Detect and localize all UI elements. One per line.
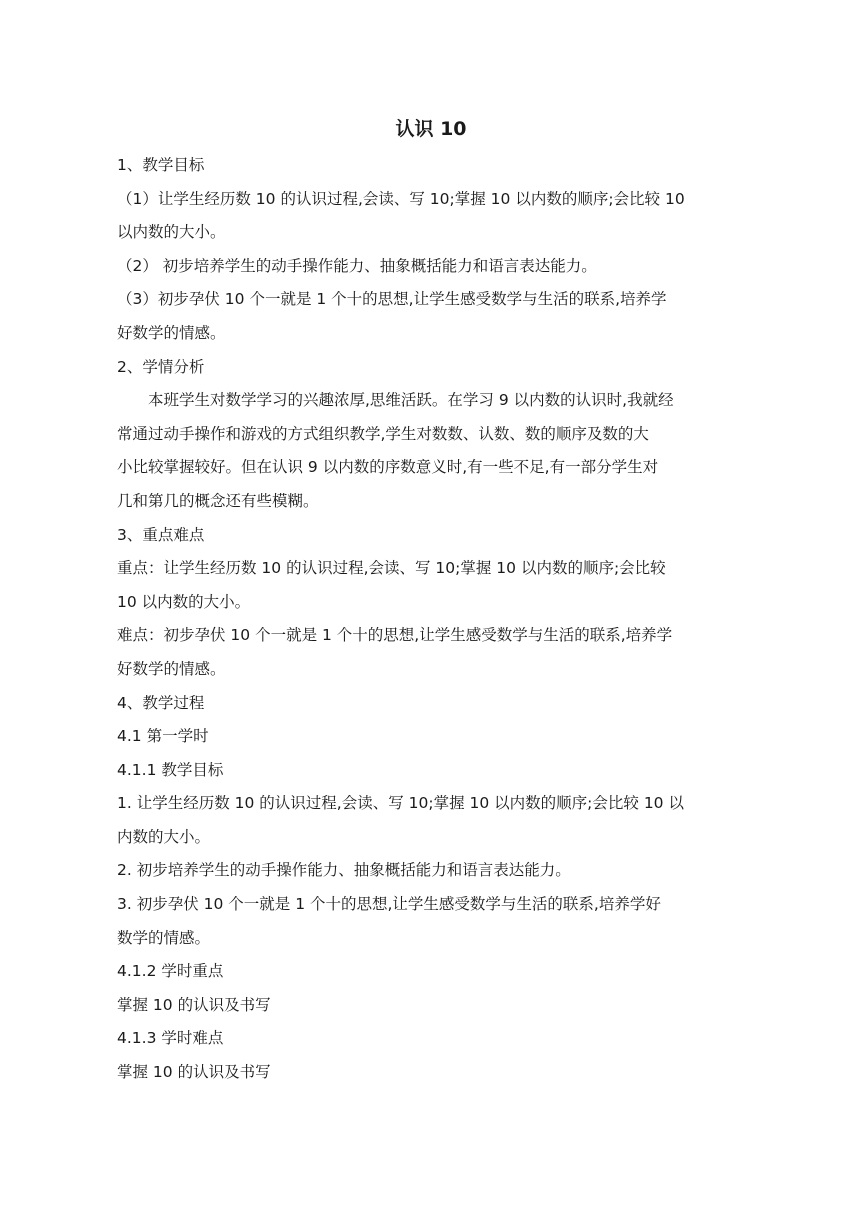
paragraph-line: 几和第几的概念还有些模糊。 bbox=[117, 491, 319, 510]
text-line: 2、学情分析 bbox=[117, 357, 205, 376]
paragraph bbox=[117, 183, 733, 250]
paragraph-line: 难点：初步孕伏 10 个一就是 1 个十的思想,让学生感受数学与生活的联系,培养学 bbox=[117, 626, 673, 645]
paragraph-line: 10 以内数的大小。 bbox=[117, 592, 251, 611]
paragraph-line: 小比较掌握较好。但在认识 9 以内数的序数意义时,有一些不足,有一部分学生对 bbox=[117, 458, 659, 477]
text-line: 掌握 10 的认识及书写 bbox=[117, 995, 271, 1014]
paragraph-line: 数学的情感。 bbox=[117, 928, 211, 947]
paragraph-line: 重点：让学生经历数 10 的认识过程,会读、写 10;掌握 10 以内数的顺序;会比较 bbox=[117, 559, 666, 578]
text-line: （2） 初步培养学生的动手操作能力、抽象概括能力和语言表达能力。 bbox=[117, 256, 597, 275]
document-body bbox=[117, 112, 733, 1090]
text-line: 4、教学过程 bbox=[117, 693, 205, 712]
paragraph-line: 好数学的情感。 bbox=[117, 659, 226, 678]
paragraph bbox=[117, 552, 733, 619]
paragraph bbox=[117, 384, 733, 518]
paragraph-line: 常通过动手操作和游戏的方式组织教学,学生对数数、认数、数的顺序及数的大 bbox=[117, 424, 649, 443]
text-line: 3、重点难点 bbox=[117, 525, 205, 544]
text-line: 4.1.1 教学目标 bbox=[117, 760, 224, 779]
text-line: 4.1 第一学时 bbox=[117, 727, 209, 746]
paragraph bbox=[117, 888, 733, 955]
paragraph-line: 以内数的大小。 bbox=[117, 223, 226, 242]
text-line: 2. 初步培养学生的动手操作能力、抽象概括能力和语言表达能力。 bbox=[117, 861, 571, 880]
document-title: 认识 10 bbox=[395, 118, 467, 140]
text-line: 1、教学目标 bbox=[117, 156, 205, 174]
text-line: 4.1.3 学时难点 bbox=[117, 1029, 224, 1048]
paragraph-line: 1. 让学生经历数 10 的认识过程,会读、写 10;掌握 10 以内数的顺序;会比较 10 以 bbox=[117, 794, 684, 813]
paragraph-line: 内数的大小。 bbox=[117, 827, 211, 846]
text-line: 掌握 10 的认识及书写 bbox=[117, 1063, 271, 1082]
document-blocks bbox=[117, 149, 733, 1090]
paragraph-line: （3）初步孕伏 10 个一就是 1 个十的思想,让学生感受数学与生活的联系,培养学 bbox=[117, 290, 667, 309]
text-line: 4.1.2 学时重点 bbox=[117, 962, 224, 981]
paragraph-line: 3. 初步孕伏 10 个一就是 1 个十的思想,让学生感受数学与生活的联系,培养学好 bbox=[117, 895, 661, 914]
paragraph-line: （1）让学生经历数 10 的认识过程,会读、写 10;掌握 10 以内数的顺序;会比较 10 bbox=[117, 189, 685, 208]
paragraph bbox=[117, 283, 733, 350]
paragraph-line: 好数学的情感。 bbox=[117, 323, 226, 342]
paragraph bbox=[117, 619, 733, 686]
paragraph bbox=[117, 787, 733, 854]
paragraph-line: 本班学生对数学学习的兴趣浓厚,思维活跃。在学习 9 以内数的认识时,我就经 bbox=[148, 391, 674, 410]
